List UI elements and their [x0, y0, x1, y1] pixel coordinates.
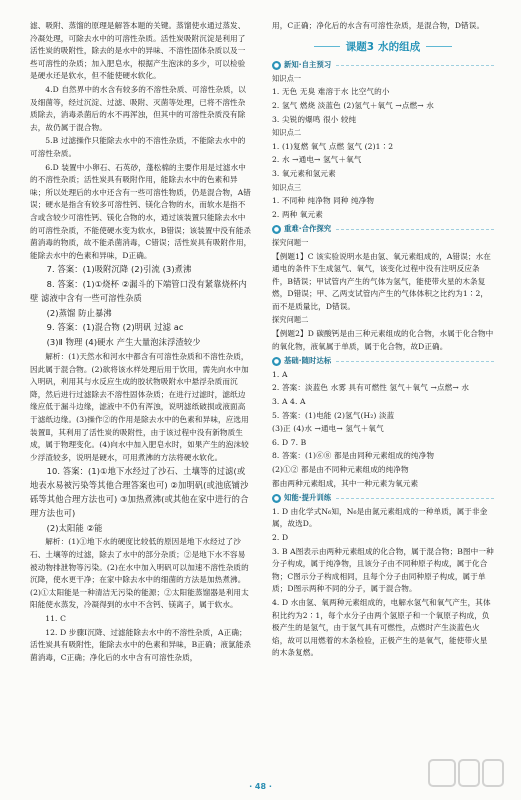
answer-9: 9. 答案：(1)混合物 (2)明矾 过滤 ac — [46, 322, 184, 333]
answer-8-part2: (2)蒸馏 防止暴沸 — [46, 307, 112, 318]
section-header: ● 新知·自主预习 — [272, 59, 494, 72]
section-header: ● 基础·随时达标 — [272, 355, 494, 368]
answer-line: 2. 两种 氧元素 — [272, 209, 323, 219]
section-header: ● 重难·合作探究 — [272, 223, 494, 236]
answer-line: 1. 不同种 纯净物 同种 纯净物 — [272, 196, 375, 206]
analysis-10: 解析：(1)①地下水的硬度比较低的原因是地下水经过了沙石、土壤等的过滤，除去了水中的部分杂质；②是地下水不容易被动物排泄物等污染。(2)在水中加入明矾可以加速不溶性杂质的沉降，使水更干净；在家中除去水中的细菌的方法是加热煮沸。(2)①太阳能是一种清洁无污染的能源；②太阳能蒸馏器是利用太阳能使水蒸发，冷凝得到的水中不含钙、镁离子，属于软水。 — [30, 537, 249, 610]
answer-line: 2. D — [272, 532, 289, 542]
example-2: 【例题2】D 碳酸钙是由三种元素组成的化合物，水属于化合物中的氧化物，液氧属于单质，属于化合物，故D正确。 — [272, 329, 494, 351]
lesson-title: 课题3 水的组成 — [272, 41, 494, 54]
answer-line: (3)正 (4)水 →通电→ 氢气＋氧气 — [272, 424, 384, 434]
answer-line: 2. 答案：淡蓝色 水雾 具有可燃性 氢气＋氧气 →点燃→ 水 — [272, 383, 470, 393]
paragraph: 5.B 过滤操作只能除去水中的不溶性杂质，不能除去水中的可溶性杂质。 — [30, 136, 246, 158]
answer-line: 4. D 水由氢、氧两种元素组成的，电解水氢气和氧气产生，其体积比约为2∶1，每个水分子由两个氢原子和一个氧原子构成，负极产生的是氢气，由于氢气具有可燃性，点燃时产生淡蓝色火焰，故可以用燃着的木条检验，正极产生的是氧气，能使带火星的木条复燃。 — [272, 597, 491, 658]
subheading: 探究问题二 — [272, 315, 309, 325]
answer-9-part2: (3)Ⅱ 物理 (4)硬水 产生大量泡沫浮渣较少 — [46, 337, 201, 348]
answer-8: 8. 答案：(1)①烧杯 ②漏斗的下端管口没有紧靠烧杯内壁 滤液中含有一些可溶性杂质 — [30, 279, 247, 303]
answer-10-part2: (2)太阳能 ②能 — [46, 522, 103, 533]
answer-line: 2. 氢气 燃烧 淡蓝色 (2)氢气＋氧气 →点燃→ 水 — [272, 100, 434, 110]
paragraph: 滤、吸附、蒸馏的原理是解答本题的关键。蒸馏使水通过蒸发、冷凝处理，可除去水中的可溶性杂质。活性炭吸附沉淀是利用了活性炭的吸附性，除去的是水中的异味、不溶性固体杂质以及一些可溶性的杂质；加入肥皂水，根据产生泡沫的多少，可以检验是硬水还是软水，但不能使硬水软化。 — [30, 21, 246, 81]
section-header: ● 知能·提升训练 — [272, 492, 494, 505]
subheading: 知识点三 — [272, 182, 302, 192]
answer-line: (2)①② 都是由不同种元素组成的纯净物 — [272, 465, 409, 474]
right-column — [272, 20, 494, 661]
answer-line: 8. 答案：(1)⑥⑧ 都是由同种元素组成的纯净物 — [272, 451, 435, 461]
page-number: · 48 · — [249, 782, 272, 791]
answer-line: 1. 无色 无臭 难溶于水 比空气的小 — [272, 87, 390, 97]
section-dot-icon: ● — [273, 226, 280, 234]
answer-line: 3. B A图表示由两种元素组成的化合物，属于混合物；B图中一种分子构成，属于纯净物，且该分子由不同种原子构成，属于化合物；C图示分子构成相同，且每个分子由同种原子构成，属于单质；D图示两种不同的分子，属于混合物。 — [272, 546, 494, 594]
answer-line: 1. A — [272, 369, 288, 379]
subheading: 探究问题一 — [272, 237, 309, 247]
left-column — [30, 20, 252, 665]
answer-line: 2. 水 →通电→ 氢气＋氧气 — [272, 155, 362, 165]
section-dot-icon: ● — [273, 494, 280, 502]
subheading: 知识点二 — [272, 128, 302, 138]
paragraph: 4.D 自然界中的水含有较多的不溶性杂质、可溶性杂质，以及细菌等，经过沉淀、过滤、吸附、灭菌等处理，已将不溶性杂质除去，消毒杀菌后的水不再浑浊，但其中的可溶性杂质没有除去，故仍属于混合物。 — [30, 84, 246, 132]
paragraph: 用，C正确；净化后的水含有可溶性杂质，是混合物，D错误。 — [272, 21, 485, 30]
example-1: 【例题1】C 该实验说明水是由氢、氧元素组成的，A错误；水在通电的条件下生成氢气、氧气，该变化过程中没有注明反应条件，B错误；甲试管内产生的气体为氢气，能使带火星的木条复燃，D错误；甲、乙两支试管内产生的气体体积之比约为1∶2，而不是质量比，D错误。 — [272, 251, 491, 311]
answer-line: 1. D 由化学式N₆知，N₆是由氮元素组成的一种单质，属于非金属，故选D。 — [272, 506, 488, 529]
watermark-logo-icon — [427, 756, 507, 792]
answer-line: 3. A 4. A — [272, 397, 306, 407]
answer-line: 3. 氧元素和氢元素 — [272, 168, 336, 178]
answer-line: 3. 尖锐的爆鸣 很小 较纯 — [272, 114, 357, 124]
section-dot-icon: ● — [273, 358, 280, 366]
subheading: 知识点一 — [272, 73, 302, 83]
answer-line: 6. D 7. B — [272, 437, 307, 447]
analysis-9: 解析：(1)天然水和河水中都含有可溶性杂质和不溶性杂质，因此属于混合物。(2)欲将该水样处理后用于饮用，需先向水中加入明矾，利用其与水反应生成的胶状物吸附水中悬浮杂质而沉降，然后进行过滤除去不溶性固体杂质；在进行过滤时，滤纸边缘应低于漏斗边缘，滤液中不仍有浑浊，说明滤纸破损或液面高于滤纸边缘。(3)操作②的作用是除去水中的色素和异味，应选用装置Ⅱ，其利用了活性炭的吸附性，由于该过程中没有新物质生成，属于物理变化。(4)向水中加入肥皂水时，如果产生的泡沫较少浮渣较多，说明是硬水，可用煮沸的方法将硬水软化。 — [30, 352, 249, 462]
answer-line: 5. 答案：(1)电能 (2)氢气(H₂) 淡蓝 — [272, 410, 395, 420]
answer-11: 11. C — [45, 613, 66, 623]
answer-7: 7. 答案：(1)吸附沉降 (2)引流 (3)煮沸 — [46, 264, 192, 275]
answer-line: 1. (1)复燃 氧气 点燃 氢气 (2)1∶2 — [272, 141, 394, 151]
answer-line: 都由两种元素组成，其中一种元素为氧元素 — [272, 478, 419, 488]
paragraph: 6.D 装置中小卵石、石英砂，蓬松棉的主要作用是过滤水中的不溶性杂质；活性炭具有吸附作用，能除去水中的色素和异味；所以处理后的水中还含有一些可溶性物质，仍是混合物，A错误；硬水是指含有较多可溶性钙、镁化合物的水，而软水是指不含或含较少可溶性钙、镁化合物的水，通过该装置只能除去水中的可溶性杂质，不能使硬水变为软水，B错误；该装置中没有能杀菌消毒的物质，故不能杀菌消毒，C错误；活性炭具有吸附作用，能除去水中的色素和异味，D正确。 — [30, 162, 252, 260]
answer-12: 12. D 步骤Ⅰ沉降、过滤能除去水中的不溶性杂质，A正确；活性炭具有吸附性，能除去水中的色素和异味，B正确；液氯能杀菌消毒，C正确；净化后的水中含有可溶性杂质， — [30, 627, 252, 662]
answer-10: 10. 答案：(1)①地下水经过了沙石、土壤等的过滤(或地表水易被污染等其他合理答案也可) ②加明矾(或池底铺沙砾等其他合理方法也可) ③加热煮沸(或其他在家中进行的合理方法也可) — [30, 466, 249, 518]
section-dot-icon: ● — [273, 61, 280, 69]
